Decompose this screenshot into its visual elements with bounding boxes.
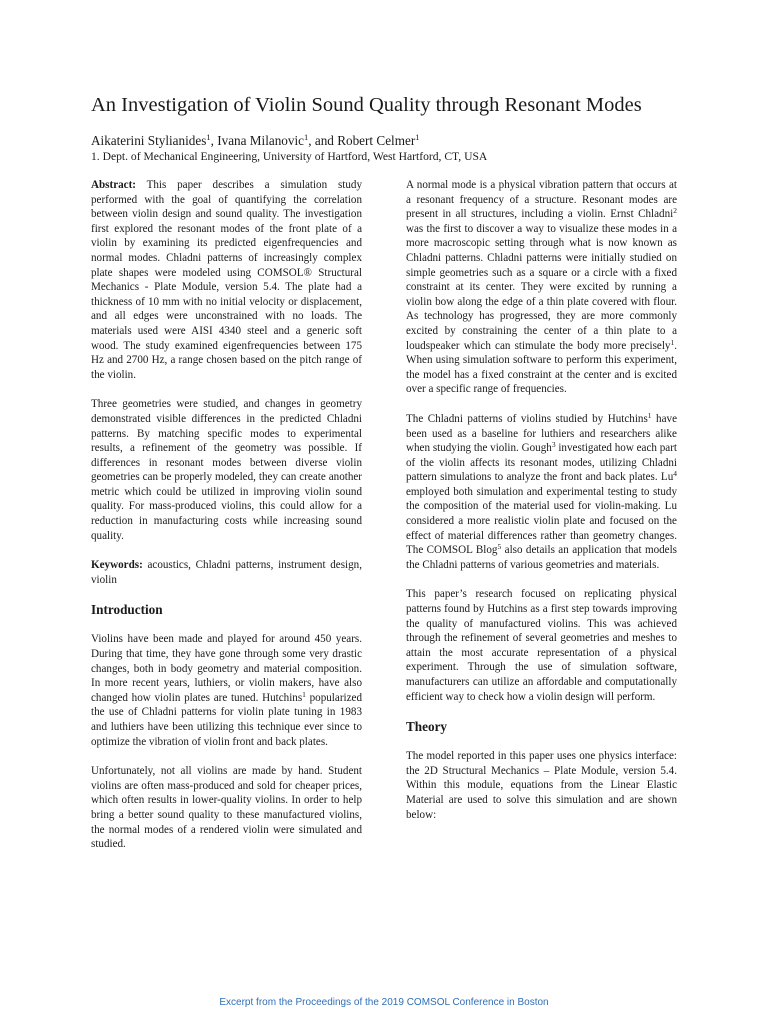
- abstract-paragraph: [91, 178, 362, 382]
- intro-paragraph-1: [91, 632, 362, 749]
- section-heading-introduction: Introduction: [91, 602, 163, 618]
- body-text: employed both simulation and experimental testing to study the composition of the material used for violin-making. Lu considered a more realistic violin plate and focused on the effect of material differences rather than geometry changes. The COMSOL Blog: [406, 485, 677, 557]
- keywords-paragraph: [91, 558, 362, 587]
- author-name: Aikaterini Stylianides: [91, 133, 207, 148]
- chladni-patterns-paragraph: [406, 412, 677, 573]
- citation-marker: 5: [497, 542, 502, 552]
- citation-marker: 1: [647, 410, 652, 420]
- body-text: investigated how each part of the violin affects its resonant modes, utilizing Chladni pattern simulations to analyze the front and back plates. Lu: [406, 442, 677, 484]
- normal-mode-paragraph: [406, 178, 677, 397]
- body-text: also details an application that models the Chladni patterns of various geometries and materials.: [406, 544, 677, 571]
- body-text: have been used as a baseline for luthiers and researchers alike when studying the violin. Gough: [406, 412, 677, 455]
- citation-marker: 4: [673, 469, 677, 479]
- author-separator: ,: [210, 133, 218, 148]
- affiliation-marker: 1: [206, 132, 211, 142]
- right-column: [406, 178, 677, 837]
- section-heading-theory: Theory: [406, 719, 448, 735]
- body-text: was the first to discover a way to visualize these modes in a more macroscopic setting through what is now known as Chladni patterns. Chladni patterns were initially studied on simple geometries such as a square or a circle with a fixed constraint at its center. They were excited by running a violin bow along the edge of a thin plate covered with flour. As technology has progressed, they are more commonly excited by constraining the center of a thin plate to a loudspeaker which can stimulate the body more precisely: [406, 222, 677, 352]
- abstract-paragraph-2: Three geometries were studied, and changes in geometry demonstrated visible differences in the predicted Chladni patterns. By matching specific modes to experimental results, a refinement of the geometry was possible. If differences in resonant modes between diverse violin geometries can be properly modeled, they can create another metric which could be utilized in improving violin sound quality. For mass-produced violins, this could allow for a reduction in manufacturing costs while increasing sound quality.: [91, 398, 362, 542]
- left-column: [91, 178, 362, 867]
- intro-text: Violins have been made and played for around 450 years. During that time, they have gone through some very drastic changes, both in body geometry and material composition. In more recent years, luthiers, or violin makers, have also changed how violin plates are tuned. Hutchins: [91, 633, 362, 704]
- research-focus-paragraph: This paper’s research focused on replicating physical patterns found by Hutchins as a first step towards improving the quality of manufactured violins. This was achieved through the refinement of several geometries and meshes to attain the most accurate representation of a physical experiment. Through the use of simulation software, manufacturers can utilize an affordable and computationally efficient way to check how a violin design will perform.: [406, 588, 677, 703]
- body-text: . When using simulation software to perform this experiment, the model has a fixed constraint at the center and is excited over a specific range of frequencies.: [406, 339, 677, 396]
- citation-marker: 1: [670, 337, 675, 347]
- intro-text: popularized the use of Chladni patterns for violin plate tuning in 1983 and luthiers have been utilizing this technique ever since to optimize the vibration of violin front and back plates.: [91, 691, 362, 748]
- author-separator: , and: [308, 133, 338, 148]
- author-name: Robert Celmer: [337, 133, 416, 148]
- intro-paragraph-2: Unfortunately, not all violins are made by hand. Student violins are often mass-produced and sold for cheaper prices, which often results in lower-quality violins. In order to help bring a better sound quality to these manufactured violins, the normal modes of a rendered violin were simulated and studied.: [91, 765, 362, 851]
- citation-marker: 1: [302, 689, 306, 699]
- author-name: Ivana Milanovic: [217, 133, 305, 148]
- keywords-label: Keywords:: [91, 559, 143, 572]
- keywords-text: acoustics, Chladni patterns, instrument design, violin: [91, 559, 362, 586]
- body-text: A normal mode is a physical vibration pattern that occurs at a resonant frequency of a structure. Resonant modes are present in all structures, including a violin. Ernst Chladni: [406, 179, 677, 221]
- citation-marker: 3: [551, 440, 556, 450]
- citation-marker: 2: [673, 206, 677, 216]
- body-text: The Chladni patterns of violins studied by Hutchins: [406, 412, 648, 425]
- author-list: [91, 133, 731, 149]
- abstract-text: This paper describes a simulation study performed with the goal of quantifying the correlation between violin design and sound quality. The investigation first explored the resonant modes of the front plate of a violin by examining its predicted eigenfrequencies and normal modes. Chladni patterns of increasingly complex plate shapes were modeled using COMSOL® Structural Mechanics - Plate Module, version 5.4. The plate had a thickness of 10 mm with no initial velocity or displacement, and all edges were unconstrained with no loads. The materials used were AISI 4340 steel and a generic soft wood. The study examined eigenfrequencies between 175 Hz and 2700 Hz, a range chosen based on the pitch range of the violin.: [91, 179, 362, 381]
- paper-title: An Investigation of Violin Sound Quality through Resonant Modes: [91, 94, 642, 116]
- affiliation: 1. Dept. of Mechanical Engineering, University of Hartford, West Hartford, CT, USA: [91, 150, 488, 163]
- affiliation-marker: 1: [415, 132, 420, 142]
- proceedings-footer: Excerpt from the Proceedings of the 2019 COMSOL Conference in Boston: [219, 997, 549, 1008]
- abstract-label: Abstract:: [91, 179, 136, 191]
- theory-paragraph: The model reported in this paper uses one physics interface: the 2D Structural Mechanics – Plate Module, version 5.4. Within this module, equations from the Linear Elastic Material are used to solve this simulation and are shown below:: [406, 750, 677, 821]
- affiliation-marker: 1: [304, 132, 309, 142]
